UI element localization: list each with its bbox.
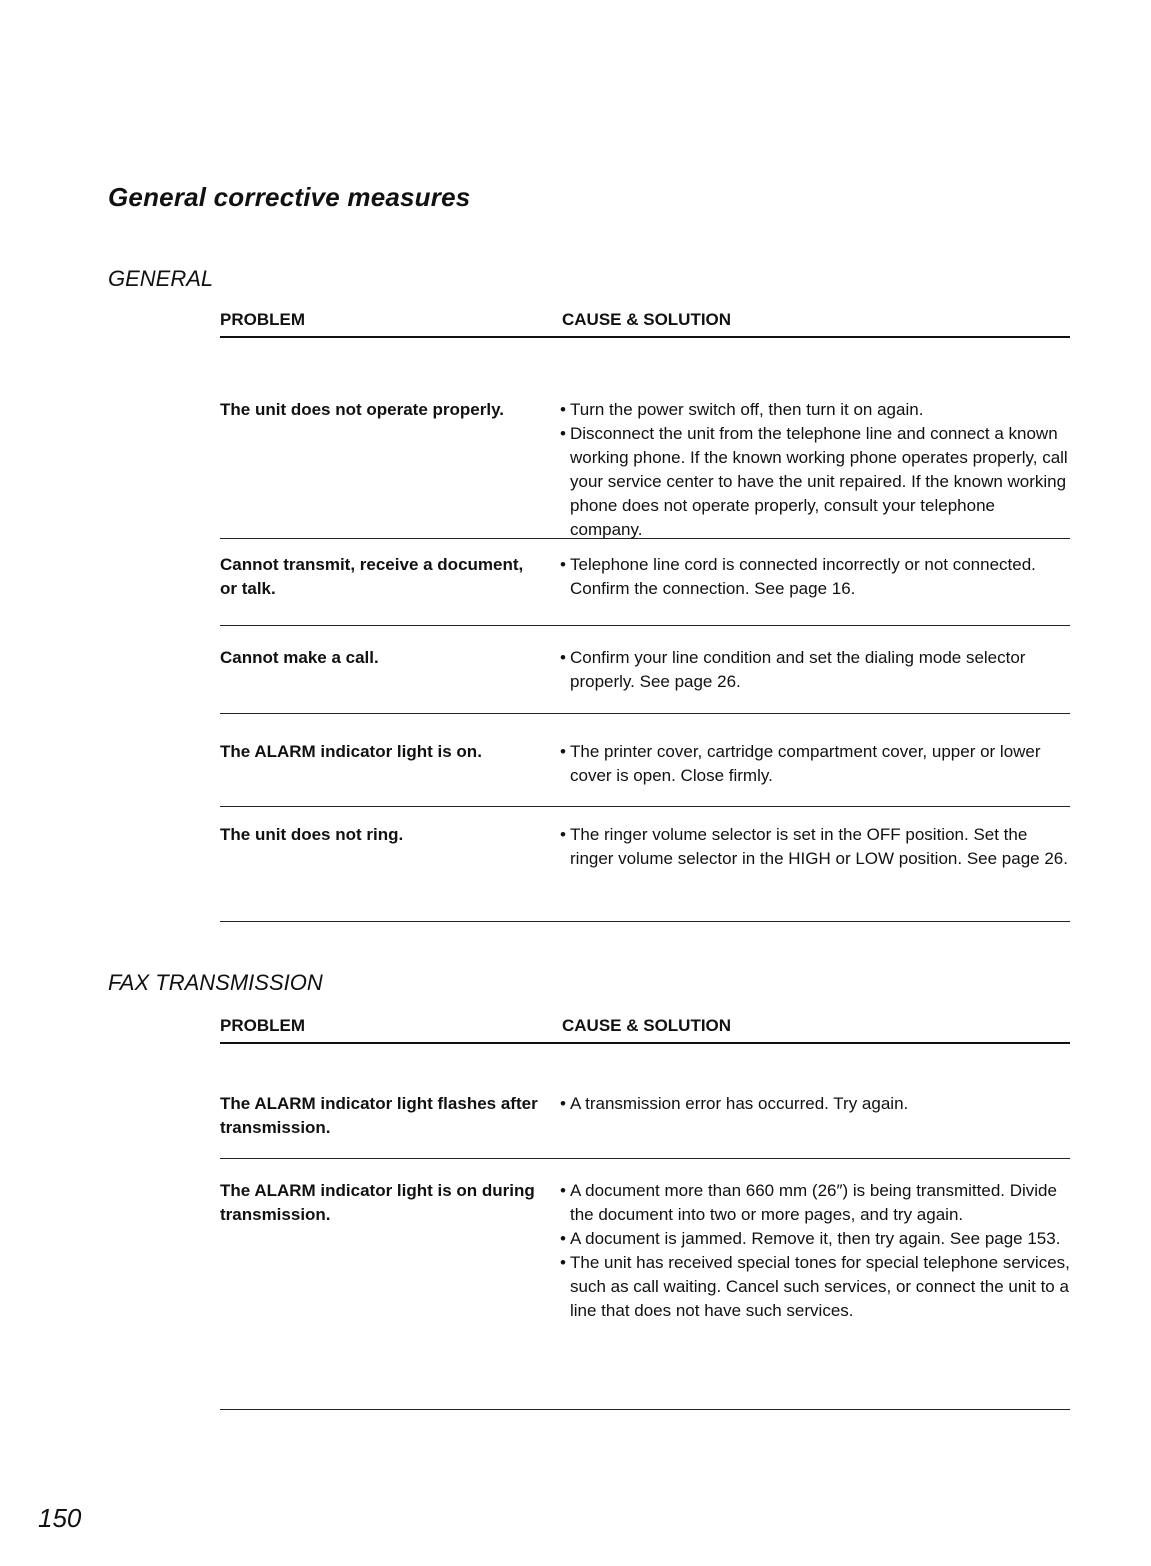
solution-item: • The unit has received special tones for special telephone services, such as call waiting. Cancel such services, or connect the unit to a line that does not have such services. (560, 1251, 1070, 1323)
table-row (220, 1044, 1070, 1159)
solution-list (560, 807, 1070, 871)
solution-list (560, 1044, 1070, 1116)
problem-text: The unit does not ring. (220, 825, 404, 844)
column-header-cause-solution: CAUSE & SOLUTION (562, 310, 732, 329)
bullet-icon: • (560, 1253, 566, 1272)
solution-item: • A document is jammed. Remove it, then try again. See page 153. (560, 1227, 1070, 1251)
bullet-icon: • (560, 648, 566, 667)
solution-list (560, 1159, 1070, 1323)
solution-item: • A transmission error has occurred. Try again. (560, 1092, 1070, 1116)
problem-text: The ALARM indicator light is on during transmission. (220, 1181, 535, 1224)
table-row (220, 338, 1070, 539)
table-row (220, 626, 1070, 714)
bullet-icon: • (560, 400, 566, 419)
section-title-general: GENERAL (108, 266, 214, 291)
solution-item: • The printer cover, cartridge compartment cover, upper or lower cover is open. Close firmly. (560, 740, 1070, 788)
solution-list (560, 338, 1070, 542)
page-number: 150 (38, 1503, 82, 1533)
solution-item: • Telephone line cord is connected incorrectly or not connected. Confirm the connection. See page 16. (560, 553, 1070, 601)
bullet-icon: • (560, 1181, 566, 1200)
column-header-cause-solution: CAUSE & SOLUTION (562, 1016, 732, 1035)
solution-list (560, 539, 1070, 601)
troubleshooting-table-general (220, 310, 1070, 922)
problem-text: The ALARM indicator light is on. (220, 742, 482, 761)
bullet-icon: • (560, 555, 566, 574)
solution-item: • The ringer volume selector is set in the OFF position. Set the ringer volume selector in the HIGH or LOW position. See page 26. (560, 823, 1070, 871)
table-header (220, 1016, 1070, 1044)
column-header-problem: PROBLEM (220, 1016, 305, 1035)
solution-item: • A document more than 660 mm (26″) is being transmitted. Divide the document into two or more pages, and try again. (560, 1179, 1070, 1227)
table-header (220, 310, 1070, 338)
page-title: General corrective measures (108, 182, 471, 212)
problem-text: Cannot transmit, receive a document, or talk. (220, 555, 524, 598)
table-row (220, 807, 1070, 922)
solution-item: • Disconnect the unit from the telephone line and connect a known working phone. If the known working phone operates properly, call your service center to have the unit repaired. If the known working phone does not operate properly, consult your telephone company. (560, 422, 1070, 542)
bullet-icon: • (560, 424, 566, 443)
bullet-icon: • (560, 825, 566, 844)
solution-item: • Confirm your line condition and set the dialing mode selector properly. See page 26. (560, 646, 1070, 694)
solution-list (560, 714, 1070, 788)
bullet-icon: • (560, 1229, 566, 1248)
solution-list (560, 626, 1070, 694)
solution-item: • Turn the power switch off, then turn it on again. (560, 398, 1070, 422)
column-header-problem: PROBLEM (220, 310, 305, 329)
table-row (220, 714, 1070, 807)
table-row (220, 1159, 1070, 1410)
problem-text: Cannot make a call. (220, 648, 379, 667)
bullet-icon: • (560, 742, 566, 761)
troubleshooting-table-fax-transmission (220, 1016, 1070, 1410)
problem-text: The ALARM indicator light flashes after transmission. (220, 1094, 538, 1137)
problem-text: The unit does not operate properly. (220, 400, 504, 419)
bullet-icon: • (560, 1094, 566, 1113)
table-row (220, 539, 1070, 626)
section-title-fax-transmission: FAX TRANSMISSION (108, 970, 323, 995)
